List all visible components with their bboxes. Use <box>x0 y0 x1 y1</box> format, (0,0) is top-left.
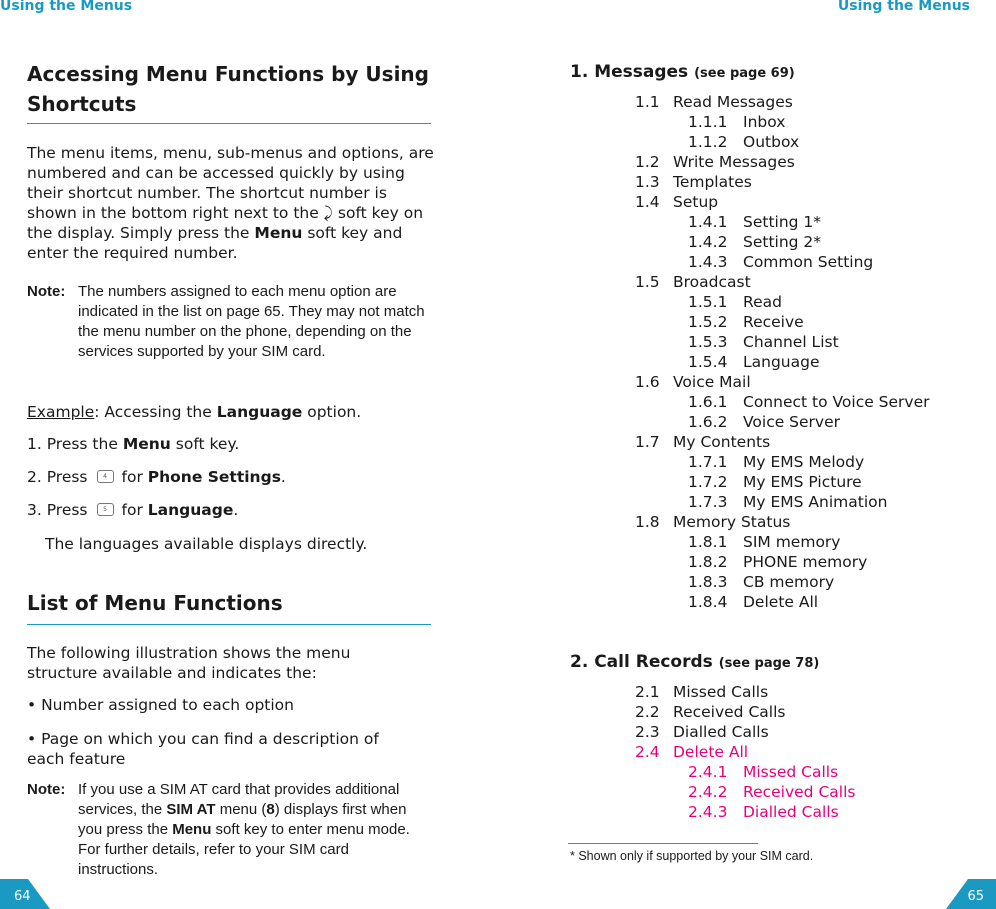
menu-item-number: 1.2 <box>635 153 660 171</box>
menu-item-label: Memory Status <box>673 513 791 531</box>
menu-item-number: 1.4.2 <box>688 233 728 251</box>
para-text: soft key and enter the required number. <box>27 224 403 262</box>
note-text-part: menu ( <box>215 801 267 818</box>
example-line <box>27 402 361 422</box>
step-text: 3. Press <box>27 501 88 519</box>
submenu-item <box>688 112 785 132</box>
menu-item-number: 1.5.4 <box>688 353 728 371</box>
menu-item-label: Channel List <box>743 333 839 351</box>
submenu-item <box>688 492 887 512</box>
menu-item-label: Delete All <box>673 743 749 761</box>
bullet-number: • Number assigned to each option <box>27 696 294 714</box>
submenu-item <box>688 292 782 312</box>
menu-item <box>635 722 769 742</box>
soft-key-icon: ⤸ <box>323 204 333 222</box>
menu-item-number: 1.6.2 <box>688 413 728 431</box>
para-text: soft key on the display. Simply press the <box>27 204 424 242</box>
menu-item-label: CB memory <box>743 573 835 591</box>
menu-item-label: Delete All <box>743 593 819 611</box>
note-text: The numbers assigned to each menu option are indicated in the list on page 65. They may not match the menu number on the phone, depending on the services supported by your SIM card. <box>78 283 425 360</box>
menu-item-number: 2.4 <box>635 743 660 761</box>
submenu-item <box>688 762 838 782</box>
menu-item-label: Missed Calls <box>743 763 839 781</box>
menu-item-number: 1.8.2 <box>688 553 728 571</box>
menu-item-number: 1.8.1 <box>688 533 728 551</box>
menu-item-number: 2.4.1 <box>688 763 728 781</box>
note-text-part: soft key to enter menu mode. For further details, refer to your SIM card instructions. <box>78 821 410 878</box>
note-label: Note: <box>27 781 66 798</box>
menu-item <box>635 272 751 292</box>
example-label: Example <box>27 403 95 421</box>
menu-item-label: Setting 1* <box>743 213 822 231</box>
page-number-text: 65 <box>967 889 984 904</box>
section-heading-list: List of Menu Functions <box>27 591 283 615</box>
step-bold: Phone Settings <box>147 468 281 486</box>
key-5-icon: 5 <box>97 503 114 516</box>
menu-item-label: Inbox <box>743 113 786 131</box>
submenu-item <box>688 252 873 272</box>
page-number-text: 64 <box>14 889 31 904</box>
key-4-icon: 4 <box>97 470 114 483</box>
menu-item-label: Common Setting <box>743 253 874 271</box>
heading-line-1: Accessing Menu Functions by Using <box>27 62 429 86</box>
section-page-ref: (see page 78) <box>718 656 820 671</box>
step-3 <box>27 500 238 520</box>
submenu-item <box>688 392 930 412</box>
menu-item-label: Received Calls <box>673 703 786 721</box>
note-bold: 8 <box>266 801 275 818</box>
menu-section-title <box>570 652 819 672</box>
menu-item-number: 1.6 <box>635 373 660 391</box>
menu-item-number: 1.8.4 <box>688 593 728 611</box>
step-result: The languages available displays directly. <box>45 535 368 553</box>
menu-item-number: 2.1 <box>635 683 660 701</box>
menu-item-number: 1.1 <box>635 93 660 111</box>
menu-item-label: My Contents <box>673 433 771 451</box>
menu-item-number: 2.4.3 <box>688 803 728 821</box>
section-title-text: 2. Call Records <box>570 652 713 672</box>
step-1 <box>27 434 239 454</box>
step-text: soft key. <box>170 435 240 453</box>
menu-item-number: 1.1.2 <box>688 133 728 151</box>
menu-item-label: Voice Server <box>743 413 841 431</box>
menu-item <box>635 742 748 762</box>
menu-item-number: 2.4.2 <box>688 783 728 801</box>
menu-item <box>635 682 768 702</box>
menu-item-label: Broadcast <box>673 273 751 291</box>
submenu-item <box>688 332 839 352</box>
note-bold: SIM AT <box>166 801 216 818</box>
menu-item-number: 1.4.1 <box>688 213 728 231</box>
menu-item-number: 2.3 <box>635 723 660 741</box>
para-text: The menu items, menu, sub-menus and options, are numbered and can be accessed quickly by using their shortcut number. The shortcut number is shown in the bottom right next to the <box>27 144 434 222</box>
menu-item-label: Read Messages <box>673 93 793 111</box>
menu-item-label: Receive <box>743 313 804 331</box>
menu-item-number: 1.7 <box>635 433 660 451</box>
bullet-page: • Page on which you can find a description of each feature <box>27 730 379 768</box>
menu-item-label: Connect to Voice Server <box>743 393 930 411</box>
step-bold: Language <box>147 501 234 519</box>
menu-item-number: 1.4.3 <box>688 253 728 271</box>
menu-item-number: 1.5.1 <box>688 293 728 311</box>
submenu-item <box>688 452 864 472</box>
menu-item-label: Outbox <box>743 133 800 151</box>
heading-rule <box>27 123 431 124</box>
menu-item-number: 1.5.2 <box>688 313 728 331</box>
menu-item-label: My EMS Picture <box>743 473 862 491</box>
menu-item-label: Missed Calls <box>673 683 769 701</box>
note-numbers <box>27 282 437 382</box>
note-text-part: If you use a SIM AT card that provides additional services, the <box>78 781 400 818</box>
menu-item <box>635 432 770 452</box>
menu-item-number: 1.7.2 <box>688 473 728 491</box>
footnote: * Shown only if supported by your SIM card. <box>570 849 814 863</box>
note-sim-at <box>27 780 437 880</box>
menu-item <box>635 372 751 392</box>
section-page-ref: (see page 69) <box>694 66 795 81</box>
step-bold: Menu <box>122 435 171 453</box>
menu-item-label: Read <box>743 293 782 311</box>
menu-item-number: 2.2 <box>635 703 660 721</box>
menu-item <box>635 92 793 112</box>
menu-item-label: Setting 2* <box>743 233 822 251</box>
step-2 <box>27 467 286 487</box>
menu-item-label: Dialled Calls <box>743 803 839 821</box>
menu-item-number: 1.4 <box>635 193 660 211</box>
submenu-item <box>688 472 862 492</box>
menu-item-label: Dialled Calls <box>673 723 769 741</box>
shortcut-paragraph <box>27 143 437 263</box>
menu-item <box>635 172 752 192</box>
menu-item-label: Templates <box>673 173 752 191</box>
submenu-item <box>688 802 839 822</box>
running-header-right: Using the Menus <box>837 0 970 14</box>
section-heading-shortcuts <box>27 59 431 119</box>
menu-item-number: 1.3 <box>635 173 660 191</box>
submenu-item <box>688 782 855 802</box>
submenu-item <box>688 132 799 152</box>
submenu-item <box>688 412 840 432</box>
para-bold-menu: Menu <box>254 224 303 242</box>
heading-line-2: Shortcuts <box>27 92 137 116</box>
submenu-item <box>688 532 840 552</box>
menu-item-label: Setup <box>673 193 719 211</box>
example-text: : Accessing the <box>94 403 217 421</box>
note-label: Note: <box>27 283 66 300</box>
menu-section-title <box>570 62 795 82</box>
menu-item <box>635 152 795 172</box>
menu-item <box>635 512 790 532</box>
menu-item-label: My EMS Animation <box>743 493 888 511</box>
submenu-item <box>688 572 834 592</box>
note-text <box>78 780 433 880</box>
submenu-item <box>688 592 818 612</box>
note-text-part: ) displays first when you press the <box>78 801 407 838</box>
heading-rule <box>27 624 431 625</box>
menu-item-label: PHONE memory <box>743 553 868 571</box>
menu-item-number: 1.8.3 <box>688 573 728 591</box>
submenu-item <box>688 312 804 332</box>
page-number-left <box>0 879 50 909</box>
running-header-left: Using the Menus <box>0 0 133 14</box>
note-bold: Menu <box>172 821 212 838</box>
footnote-rule <box>568 843 758 844</box>
step-text: for <box>121 501 148 519</box>
step-text: . <box>233 501 239 519</box>
step-text: 1. Press the <box>27 435 123 453</box>
menu-item <box>635 192 718 212</box>
submenu-item <box>688 212 821 232</box>
menu-item-number: 1.8 <box>635 513 660 531</box>
menu-item-number: 1.1.1 <box>688 113 728 131</box>
menu-item-label: SIM memory <box>743 533 841 551</box>
step-text: . <box>280 468 286 486</box>
menu-item-label: Language <box>743 353 820 371</box>
section-title-text: 1. Messages <box>570 62 689 82</box>
menu-item <box>635 702 785 722</box>
menu-item-number: 1.7.3 <box>688 493 728 511</box>
step-text: 2. Press <box>27 468 88 486</box>
menu-item-number: 1.6.1 <box>688 393 728 411</box>
menu-item-label: Voice Mail <box>673 373 751 391</box>
menu-item-number: 1.5 <box>635 273 660 291</box>
menu-item-number: 1.7.1 <box>688 453 728 471</box>
example-bold: Language <box>216 403 303 421</box>
menu-item-label: My EMS Melody <box>743 453 865 471</box>
submenu-item <box>688 352 820 372</box>
menu-item-number: 1.5.3 <box>688 333 728 351</box>
menu-item-label: Received Calls <box>743 783 856 801</box>
step-text: for <box>121 468 148 486</box>
menu-item-label: Write Messages <box>673 153 795 171</box>
page-number-right <box>946 879 996 909</box>
submenu-item <box>688 552 867 572</box>
submenu-item <box>688 232 821 252</box>
example-end: option. <box>302 403 362 421</box>
list-intro: The following illustration shows the menu structure available and indicates the: <box>27 644 351 682</box>
